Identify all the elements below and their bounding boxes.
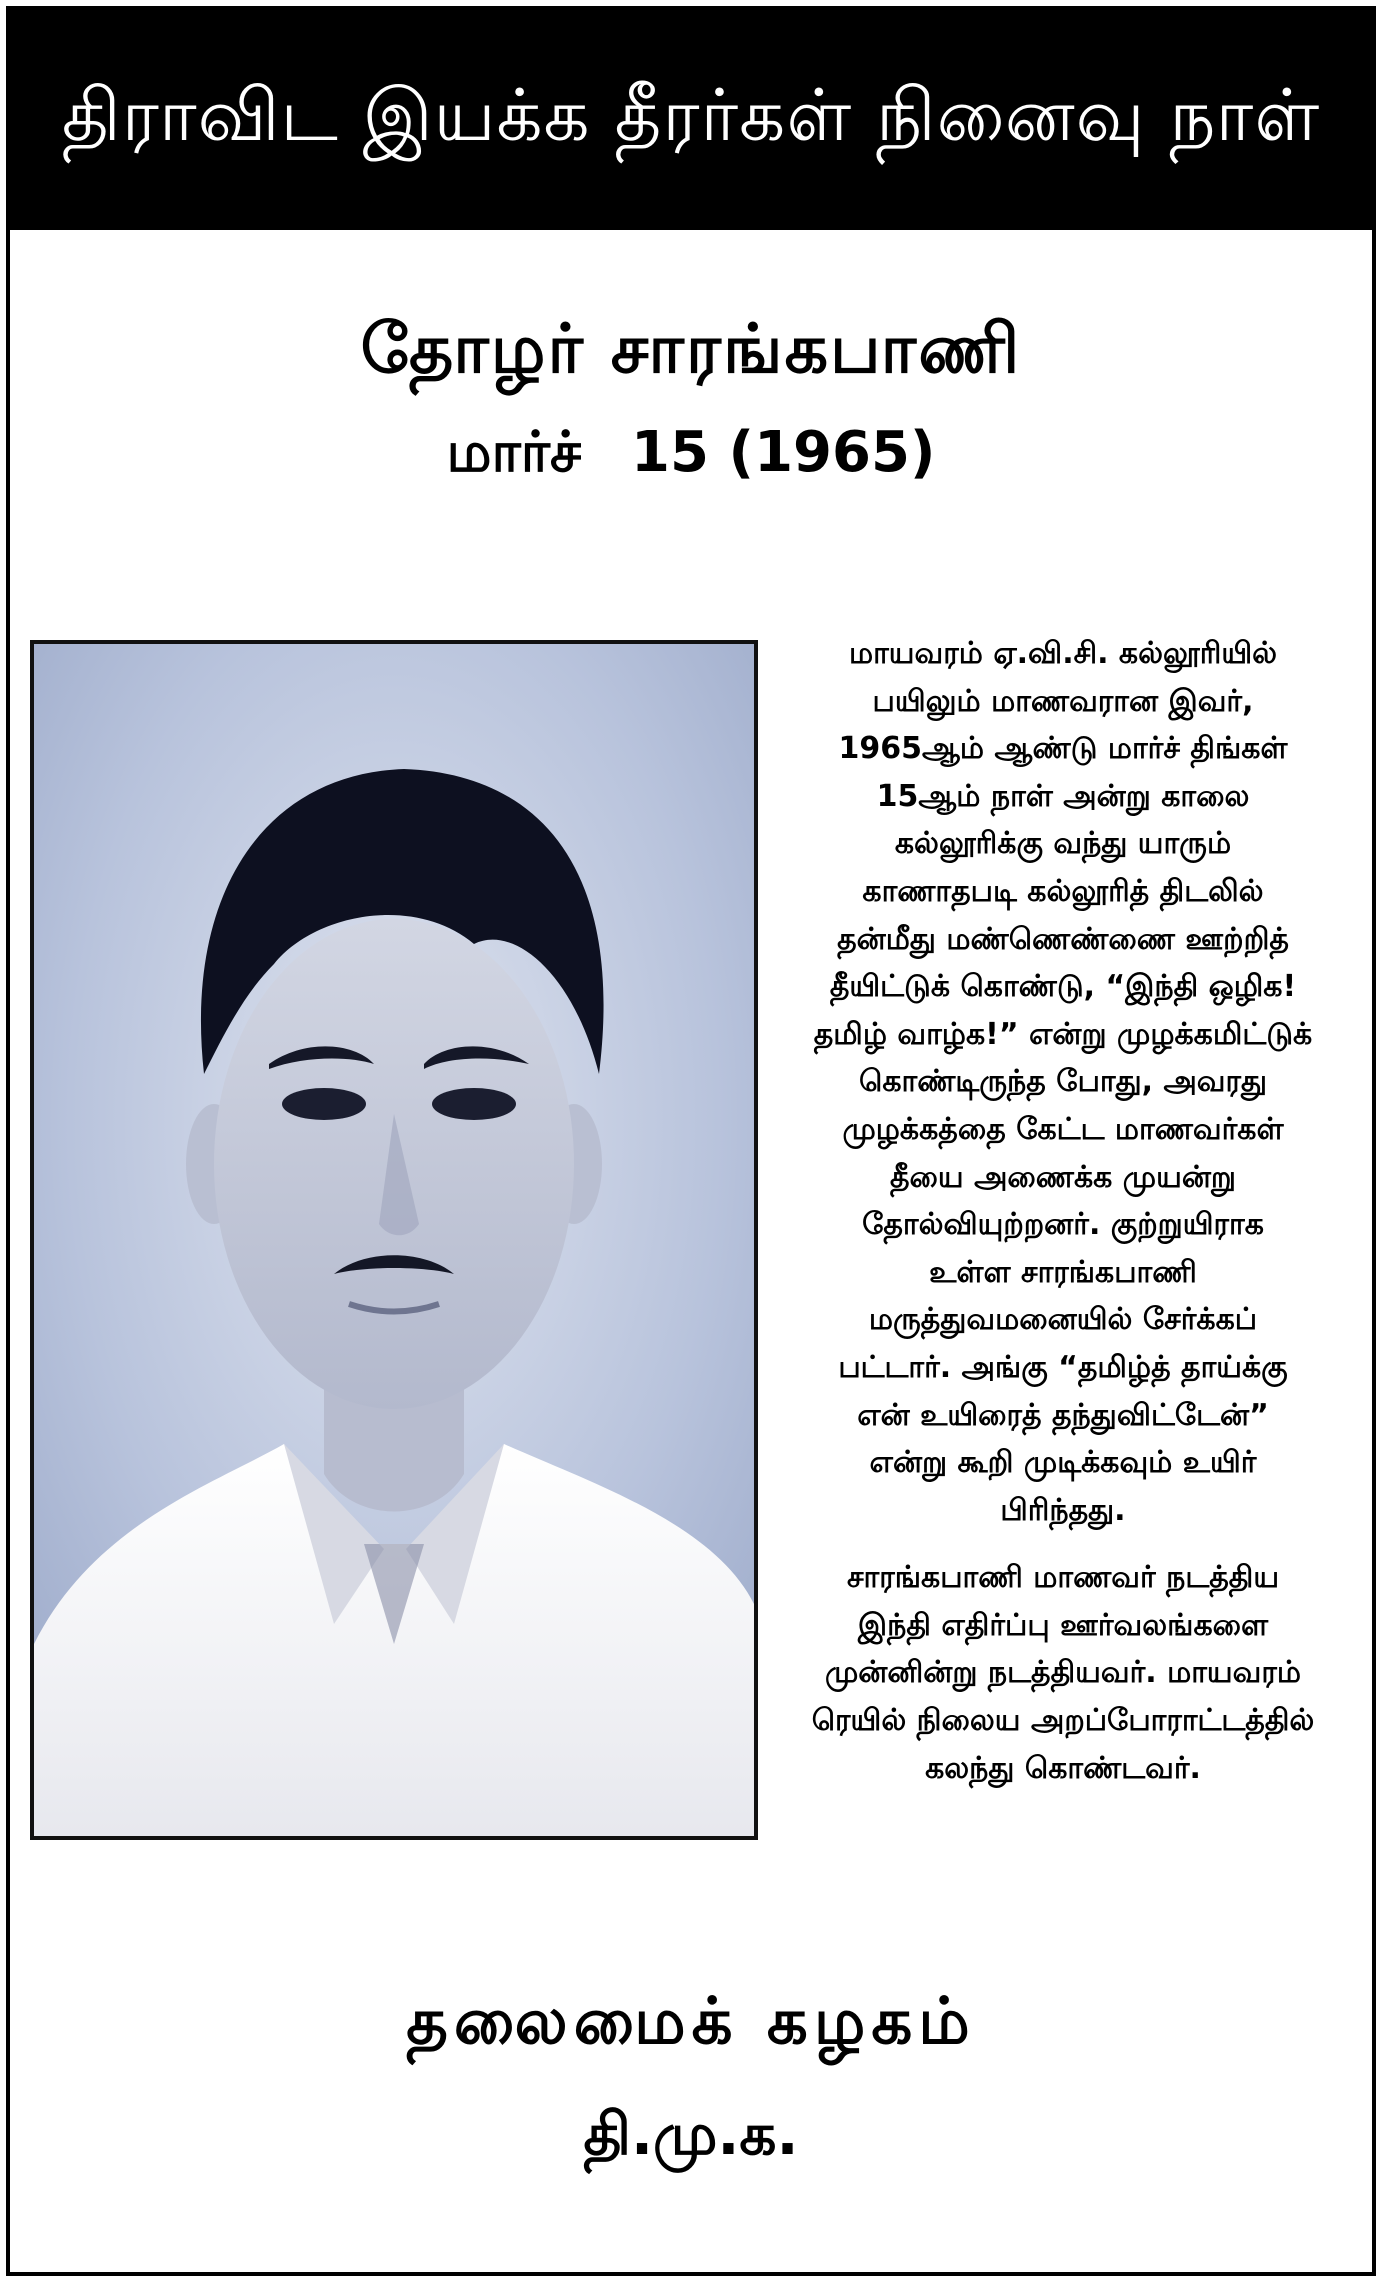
biography-line: சாரங்கபாணி மாணவர் நடத்திய — [846, 1560, 1280, 1596]
biography-line: தீயை அணைக்க முயன்று — [889, 1159, 1237, 1195]
biography-line: தன்மீது மண்ணெண்ணை ஊற்றித் — [837, 921, 1289, 957]
biography-line: காணாதபடி கல்லூரித் திடலில் — [862, 873, 1264, 909]
biography-line: முன்னின்று நடத்தியவர். மாயவரம் — [825, 1655, 1301, 1691]
biography-line: தோல்வியுற்றனர். குற்றுயிராக — [862, 1207, 1264, 1243]
memorial-poster — [6, 6, 1376, 2276]
biography-line: கொண்டிருந்த போது, அவரது — [858, 1064, 1268, 1100]
biography-line: மாயவரம் ஏ.வி.சி. கல்லூரியில் — [848, 636, 1278, 671]
biography-paragraph-1 — [762, 630, 1364, 1534]
biography-line: மருத்துவமனையில் சேர்க்கப் — [868, 1302, 1258, 1338]
date-month: மார்ச் — [446, 420, 582, 485]
biography-line: கலந்து கொண்டவர். — [925, 1750, 1201, 1786]
biography-line: பட்டார். அங்கு “தமிழ்த் தாய்க்கு — [838, 1349, 1288, 1385]
biography-line: தமிழ் வாழ்க!” என்று முழக்கமிட்டுக் — [813, 1016, 1313, 1052]
memorial-date — [10, 420, 1372, 492]
biography-line: பிரிந்தது. — [1000, 1492, 1126, 1528]
biography-paragraph-2 — [762, 1554, 1364, 1792]
biography-text — [762, 630, 1364, 1792]
biography-line: என் உயிரைத் தந்துவிட்டேன்” — [857, 1397, 1269, 1433]
biography-line: 1965ஆம் ஆண்டு மார்ச் திங்கள் — [838, 731, 1288, 767]
biography-line: 15ஆம் நாள் அன்று காலை — [876, 778, 1250, 814]
title-banner — [10, 10, 1372, 230]
biography-line: பயிலும் மாணவரான இவர், — [872, 683, 1254, 719]
biography-line: தீயிட்டுக் கொண்டு, “இந்தி ஒழிக! — [829, 969, 1297, 1005]
portrait-photo-icon — [34, 644, 754, 1836]
biography-line: கல்லூரிக்கு வந்து யாரும் — [894, 826, 1232, 862]
biography-line: ரெயில் நிலைய அறப்போராட்டத்தில் — [811, 1703, 1315, 1739]
biography-line: உள்ள சாரங்கபாணி — [929, 1254, 1197, 1290]
footer-party: தி.மு.க. — [583, 2100, 799, 2168]
footer-organization: தலைமைக் கழகம் — [406, 1985, 976, 2059]
biography-line: இந்தி எதிர்ப்பு ஊர்வலங்களை — [857, 1607, 1269, 1643]
portrait-photo — [30, 640, 758, 1840]
honoree-name: தோழர் சாரங்கபாணி — [360, 310, 1022, 389]
biography-line: என்று கூறி முடிக்கவும் உயிர் — [869, 1445, 1257, 1481]
biography-line: முழக்கத்தை கேட்ட மாணவர்கள் — [842, 1111, 1284, 1147]
banner-title: திராவிட இயக்க தீரர்கள் நினைவு நாள் — [61, 73, 1321, 157]
date-day-year: 15 (1965) — [631, 420, 936, 485]
